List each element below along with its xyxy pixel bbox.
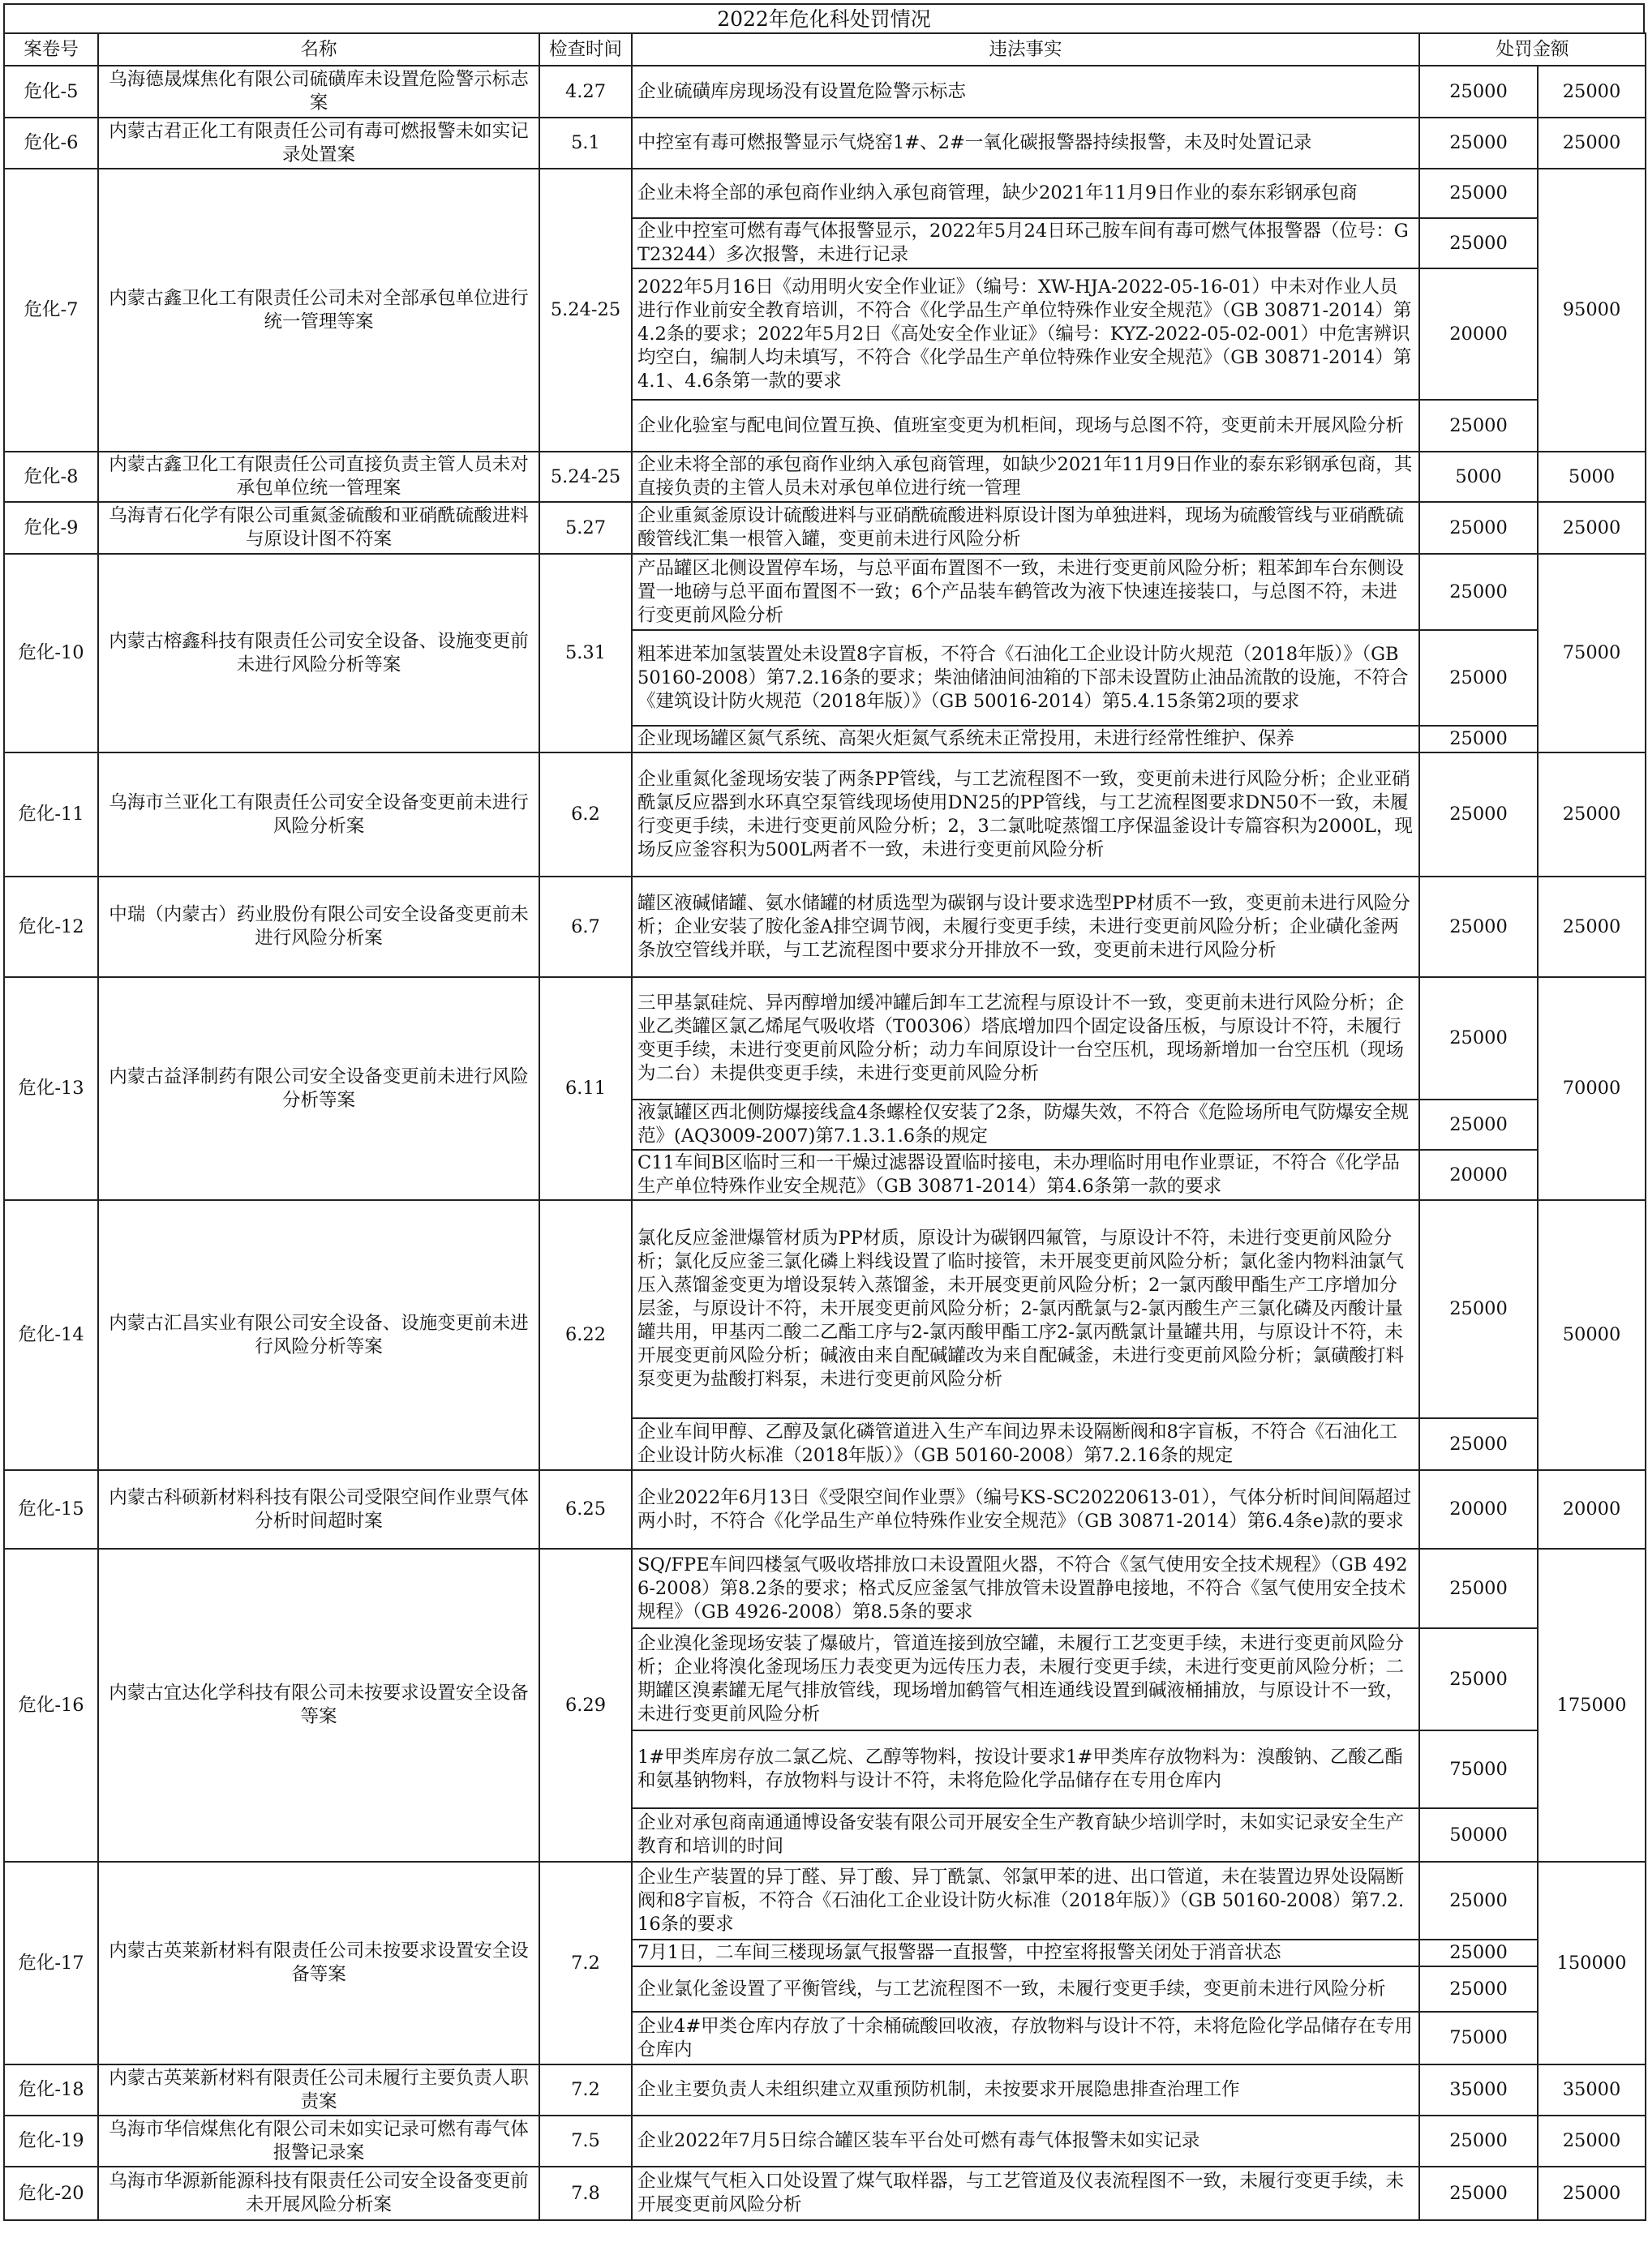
case-number: 危化-8 xyxy=(4,452,98,502)
fact-amount: 25000 xyxy=(1419,630,1538,726)
case-number: 危化-11 xyxy=(4,752,98,877)
case-name: 内蒙古英莱新材料有限责任公司未按要求设置安全设备等案 xyxy=(98,1862,539,2064)
case-number: 危化-9 xyxy=(4,502,98,554)
fact-amount: 25000 xyxy=(1419,1418,1538,1470)
table-row xyxy=(4,169,1646,218)
violation-fact: 1#甲类库房存放二氯乙烷、乙醇等物料，按设计要求1#甲类库存放物料为：溴酸钠、乙酸乙酯和氨基钠物料，存放物料与设计不符，未将危险化学品储存在专用仓库内 xyxy=(632,1730,1419,1808)
fact-amount: 35000 xyxy=(1419,2064,1538,2116)
fact-amount: 25000 xyxy=(1419,1940,1538,1966)
header-row xyxy=(4,33,1646,66)
check-date: 7.5 xyxy=(539,2116,632,2167)
violation-fact: 企业2022年6月13日《受限空间作业票》（编号KS-SC20220613-01），气体分析时间间隔超过两小时，不符合《化学品生产单位特殊作业安全规范》（GB 30871-2014）第6.4条e)款的要求 xyxy=(632,1470,1419,1549)
fact-amount: 75000 xyxy=(1419,1730,1538,1808)
case-name: 乌海德晟煤焦化有限公司硫磺库未设置危险警示标志案 xyxy=(98,66,539,118)
violation-fact: 企业中控室可燃有毒气体报警显示，2022年5月24日环己胺车间有毒可燃气体报警器（位号：GT23244）多次报警，未进行记录 xyxy=(632,218,1419,268)
table-body xyxy=(4,66,1646,2220)
total-amount: 50000 xyxy=(1538,1200,1646,1470)
violation-fact: 7月1日，二车间三楼现场氯气报警器一直报警，中控室将报警关闭处于消音状态 xyxy=(632,1940,1419,1966)
table-row xyxy=(4,877,1646,977)
table-row xyxy=(4,554,1646,630)
case-number: 危化-18 xyxy=(4,2064,98,2116)
table-row xyxy=(4,2064,1646,2116)
fact-amount: 25000 xyxy=(1419,1966,1538,2012)
fact-amount: 25000 xyxy=(1419,977,1538,1100)
table-row xyxy=(4,1470,1646,1549)
table-row xyxy=(4,118,1646,169)
case-number: 危化-12 xyxy=(4,877,98,977)
case-name: 乌海市华源新能源科技有限责任公司安全设备变更前未开展风险分析案 xyxy=(98,2167,539,2220)
fact-amount: 25000 xyxy=(1419,726,1538,752)
fact-amount: 75000 xyxy=(1419,2012,1538,2064)
fact-amount: 5000 xyxy=(1419,452,1538,502)
total-amount: 5000 xyxy=(1538,452,1646,502)
total-amount: 25000 xyxy=(1538,877,1646,977)
case-number: 危化-15 xyxy=(4,1470,98,1549)
violation-fact: 企业化验室与配电间位置互换、值班室变更为机柜间，现场与总图不符，变更前未开展风险分析 xyxy=(632,400,1419,452)
case-name: 内蒙古君正化工有限责任公司有毒可燃报警未如实记录处置案 xyxy=(98,118,539,169)
fact-amount: 25000 xyxy=(1419,752,1538,877)
sheet-title: 2022年危化科处罚情况 xyxy=(3,3,1645,32)
violation-fact: 2022年5月16日《动用明火安全作业证》（编号：XW-HJA-2022-05-16-01）中未对作业人员进行作业前安全教育培训，不符合《化学品生产单位特殊作业安全规范》（GB 30871-2014）第4.2条的要求；2022年5月2日《高处安全作业证》（编号：KYZ-2022-05-02-001）中危害辨识均空白，编制人均未填写，不符合《化学品生产单位特殊作业安全规范》（GB 30871-2014）第4.1、4.6条第一款的要求 xyxy=(632,268,1419,400)
violation-fact: 企业重氮化釜现场安装了两条PP管线，与工艺流程图不一致，变更前未进行风险分析；企业亚硝酰氯反应器到水环真空泵管线现场使用DN25的PP管线，与工艺流程图要求DN50不一致，未履行变更手续，未进行变更前风险分析；2，3二氯吡啶蒸馏工序保温釜设计专篇容积为2000L，现场反应釜容积为500L两者不一致，未进行变更前风险分析 xyxy=(632,752,1419,877)
total-amount: 25000 xyxy=(1538,66,1646,118)
violation-fact: 三甲基氯硅烷、异丙醇增加缓冲罐后卸车工艺流程与原设计不一致，变更前未进行风险分析；企业乙类罐区氯乙烯尾气吸收塔（T00306）塔底增加四个固定设备压板，与原设计不符，未履行变更手续，未进行变更前风险分析；动力车间原设计一台空压机，现场新增加一台空压机（现场为二台）未提供变更手续，未进行变更前风险分析 xyxy=(632,977,1419,1100)
penalty-table xyxy=(3,32,1646,2221)
fact-amount: 20000 xyxy=(1419,268,1538,400)
fact-amount: 25000 xyxy=(1419,2167,1538,2220)
total-amount: 95000 xyxy=(1538,169,1646,452)
fact-amount: 25000 xyxy=(1419,118,1538,169)
case-name: 内蒙古榕鑫科技有限责任公司安全设备、设施变更前未进行风险分析等案 xyxy=(98,554,539,752)
total-amount: 20000 xyxy=(1538,1470,1646,1549)
table-row xyxy=(4,2116,1646,2167)
check-date: 7.2 xyxy=(539,1862,632,2064)
header-name: 名称 xyxy=(98,33,539,66)
violation-fact: 罐区液碱储罐、氨水储罐的材质选型为碳钢与设计要求选型PP材质不一致，变更前未进行风险分析；企业安装了胺化釜A排空调节阀，未履行变更手续，未进行变更前风险分析；企业磺化釜两条放空管线并联，与工艺流程图中要求分开排放不一致，变更前未进行风险分析 xyxy=(632,877,1419,977)
violation-fact: 粗苯进苯加氢装置处未设置8字盲板，不符合《石油化工企业设计防火规范（2018年版）》（GB 50160-2008）第7.2.16条的要求；柴油储油间油箱的下部未设置防止油品流散的设施，不符合《建筑设计防火规范（2018年版）》（GB 50016-2014）第5.4.15条第2项的要求 xyxy=(632,630,1419,726)
case-name: 乌海青石化学有限公司重氮釜硫酸和亚硝酰硫酸进料与原设计图不符案 xyxy=(98,502,539,554)
header-case-no: 案卷号 xyxy=(4,33,98,66)
violation-fact: 企业溴化釜现场安装了爆破片，管道连接到放空罐，未履行工艺变更手续，未进行变更前风险分析；企业将溴化釜现场压力表变更为远传压力表，未履行变更手续，未进行变更前风险分析；二期罐区溴素罐无尾气排放管线，现场增加鹤管气相连通线设置到碱液桶捕放，与原设计不一致，未进行变更前风险分析 xyxy=(632,1628,1419,1730)
fact-amount: 20000 xyxy=(1419,1150,1538,1200)
fact-amount: 50000 xyxy=(1419,1808,1538,1862)
fact-amount: 25000 xyxy=(1419,1628,1538,1730)
check-date: 7.8 xyxy=(539,2167,632,2220)
case-name: 内蒙古科硕新材料科技有限公司受限空间作业票气体分析时间超时案 xyxy=(98,1470,539,1549)
header-check-date: 检查时间 xyxy=(539,33,632,66)
case-name: 内蒙古汇昌实业有限公司安全设备、设施变更前未进行风险分析等案 xyxy=(98,1200,539,1470)
violation-fact: 企业2022年7月5日综合罐区装车平台处可燃有毒气体报警未如实记录 xyxy=(632,2116,1419,2167)
case-number: 危化-7 xyxy=(4,169,98,452)
violation-fact: 企业氯化釜设置了平衡管线，与工艺流程图不一致，未履行变更手续，变更前未进行风险分析 xyxy=(632,1966,1419,2012)
case-name: 内蒙古益泽制药有限公司安全设备变更前未进行风险分析等案 xyxy=(98,977,539,1200)
table-row xyxy=(4,977,1646,1100)
case-name: 内蒙古宜达化学科技有限公司未按要求设置安全设备等案 xyxy=(98,1549,539,1862)
fact-amount: 25000 xyxy=(1419,877,1538,977)
case-name: 乌海市华信煤焦化有限公司未如实记录可燃有毒气体报警记录案 xyxy=(98,2116,539,2167)
case-number: 危化-20 xyxy=(4,2167,98,2220)
fact-amount: 25000 xyxy=(1419,502,1538,554)
check-date: 6.2 xyxy=(539,752,632,877)
total-amount: 75000 xyxy=(1538,554,1646,752)
violation-fact: 企业车间甲醇、乙醇及氯化磷管道进入生产车间边界未设隔断阀和8字盲板，不符合《石油化工企业设计防火标准（2018年版）》（GB 50160-2008）第7.2.16条的规定 xyxy=(632,1418,1419,1470)
check-date: 5.27 xyxy=(539,502,632,554)
violation-fact: 企业现场罐区氮气系统、高架火炬氮气系统未正常投用，未进行经常性维护、保养 xyxy=(632,726,1419,752)
case-name: 乌海市兰亚化工有限责任公司安全设备变更前未进行风险分析案 xyxy=(98,752,539,877)
fact-amount: 25000 xyxy=(1419,400,1538,452)
total-amount: 175000 xyxy=(1538,1549,1646,1862)
table-row xyxy=(4,452,1646,502)
penalty-sheet xyxy=(3,3,1645,2221)
total-amount: 70000 xyxy=(1538,977,1646,1200)
check-date: 4.27 xyxy=(539,66,632,118)
fact-amount: 25000 xyxy=(1419,66,1538,118)
check-date: 5.24-25 xyxy=(539,452,632,502)
check-date: 6.7 xyxy=(539,877,632,977)
check-date: 5.31 xyxy=(539,554,632,752)
table-row xyxy=(4,1862,1646,1940)
fact-amount: 25000 xyxy=(1419,1100,1538,1150)
total-amount: 25000 xyxy=(1538,118,1646,169)
violation-fact: 企业未将全部的承包商作业纳入承包商管理，如缺少2021年11月9日作业的泰东彩钢承包商，其直接负责的主管人员未对承包单位进行统一管理 xyxy=(632,452,1419,502)
fact-amount: 25000 xyxy=(1419,218,1538,268)
table-row xyxy=(4,1200,1646,1418)
case-number: 危化-14 xyxy=(4,1200,98,1470)
header-penalty-amount: 处罚金额 xyxy=(1419,33,1646,66)
case-number: 危化-5 xyxy=(4,66,98,118)
check-date: 6.22 xyxy=(539,1200,632,1470)
violation-fact: 氯化反应釜泄爆管材质为PP材质，原设计为碳钢四氟管，与原设计不符，未进行变更前风险分析；氯化反应釜三氯化磷上料线设置了临时接管，未开展变更前风险分析；氯化釜内物料油氯气压入蒸馏釜变更为增设泵转入蒸馏釜，未开展变更前风险分析；2一氯丙酸甲酯生产工序增加分层釜，与原设计不符，未开展变更前风险分析；2-氯丙酰氯与2-氯丙酸生产三氯化磷及丙酸计量罐共用，甲基丙二酸二乙酯工序与2-氯丙酸甲酯工序2-氯丙酰氯计量罐共用，与原设计不符，未开展变更前风险分析；碱液由来自配碱罐改为来自配碱釜，未进行变更前风险分析；氯磺酸打料泵变更为盐酸打料泵，未进行变更前风险分析 xyxy=(632,1200,1419,1418)
case-number: 危化-16 xyxy=(4,1549,98,1862)
table-row xyxy=(4,752,1646,877)
case-number: 危化-19 xyxy=(4,2116,98,2167)
violation-fact: 企业硫磺库房现场没有设置危险警示标志 xyxy=(632,66,1419,118)
violation-fact: 企业生产装置的异丁醛、异丁酸、异丁酰氯、邻氯甲苯的进、出口管道，未在装置边界处设隔断阀和8字盲板，不符合《石油化工企业设计防火标准（2018年版）》（GB 50160-2008）第7.2.16条的要求 xyxy=(632,1862,1419,1940)
fact-amount: 20000 xyxy=(1419,1470,1538,1549)
fact-amount: 25000 xyxy=(1419,1200,1538,1418)
violation-fact: 企业对承包商南通通博设备安装有限公司开展安全生产教育缺少培训学时，未如实记录安全生产教育和培训的时间 xyxy=(632,1808,1419,1862)
check-date: 5.1 xyxy=(539,118,632,169)
case-number: 危化-10 xyxy=(4,554,98,752)
table-row xyxy=(4,1549,1646,1628)
violation-fact: C11车间B区临时三和一干燥过滤器设置临时接电，未办理临时用电作业票证，不符合《化学品生产单位特殊作业安全规范》（GB 30871-2014）第4.6条第一款的要求 xyxy=(632,1150,1419,1200)
violation-fact: 液氯罐区西北侧防爆接线盒4条螺栓仅安装了2条，防爆失效，不符合《危险场所电气防爆安全规范》(AQ3009-2007)第7.1.3.1.6条的规定 xyxy=(632,1100,1419,1150)
check-date: 6.25 xyxy=(539,1470,632,1549)
check-date: 6.11 xyxy=(539,977,632,1200)
total-amount: 150000 xyxy=(1538,1862,1646,2064)
case-name: 内蒙古英莱新材料有限责任公司未履行主要负责人职责案 xyxy=(98,2064,539,2116)
table-row xyxy=(4,502,1646,554)
case-name: 内蒙古鑫卫化工有限责任公司直接负责主管人员未对承包单位统一管理案 xyxy=(98,452,539,502)
violation-fact: 中控室有毒可燃报警显示气烧窑1#、2#一氧化碳报警器持续报警，未及时处置记录 xyxy=(632,118,1419,169)
header-violation-facts: 违法事实 xyxy=(632,33,1419,66)
violation-fact: 产品罐区北侧设置停车场，与总平面布置图不一致，未进行变更前风险分析；粗苯卸车台东侧设置一地磅与总平面布置图不一致；6个产品装车鹤管改为液下快速连接装口，与总图不符，未进行变更前风险分析 xyxy=(632,554,1419,630)
case-name: 中瑞（内蒙古）药业股份有限公司安全设备变更前未进行风险分析案 xyxy=(98,877,539,977)
fact-amount: 25000 xyxy=(1419,1549,1538,1628)
case-number: 危化-6 xyxy=(4,118,98,169)
violation-fact: 企业4#甲类仓库内存放了十余桶硫酸回收液，存放物料与设计不符，未将危险化学品储存在专用仓库内 xyxy=(632,2012,1419,2064)
check-date: 5.24-25 xyxy=(539,169,632,452)
check-date: 6.29 xyxy=(539,1549,632,1862)
fact-amount: 25000 xyxy=(1419,554,1538,630)
fact-amount: 25000 xyxy=(1419,2116,1538,2167)
total-amount: 35000 xyxy=(1538,2064,1646,2116)
violation-fact: 企业煤气气柜入口处设置了煤气取样器，与工艺管道及仪表流程图不一致，未履行变更手续，未开展变更前风险分析 xyxy=(632,2167,1419,2220)
violation-fact: SQ/FPE车间四楼氢气吸收塔排放口未设置阻火器，不符合《氢气使用安全技术规程》（GB 4926-2008）第8.2条的要求；格式反应釜氢气排放管未设置静电接地，不符合《氢气使用安全技术规程》（GB 4926-2008）第8.5条的要求 xyxy=(632,1549,1419,1628)
violation-fact: 企业未将全部的承包商作业纳入承包商管理，缺少2021年11月9日作业的泰东彩钢承包商 xyxy=(632,169,1419,218)
table-row xyxy=(4,66,1646,118)
case-number: 危化-17 xyxy=(4,1862,98,2064)
case-number: 危化-13 xyxy=(4,977,98,1200)
total-amount: 25000 xyxy=(1538,502,1646,554)
violation-fact: 企业主要负责人未组织建立双重预防机制，未按要求开展隐患排查治理工作 xyxy=(632,2064,1419,2116)
check-date: 7.2 xyxy=(539,2064,632,2116)
total-amount: 25000 xyxy=(1538,2167,1646,2220)
fact-amount: 25000 xyxy=(1419,169,1538,218)
total-amount: 25000 xyxy=(1538,752,1646,877)
fact-amount: 25000 xyxy=(1419,1862,1538,1940)
case-name: 内蒙古鑫卫化工有限责任公司未对全部承包单位进行统一管理等案 xyxy=(98,169,539,452)
total-amount: 25000 xyxy=(1538,2116,1646,2167)
violation-fact: 企业重氮釜原设计硫酸进料与亚硝酰硫酸进料原设计图为单独进料，现场为硫酸管线与亚硝酰硫酸管线汇集一根管入罐，变更前未进行风险分析 xyxy=(632,502,1419,554)
table-row xyxy=(4,2167,1646,2220)
